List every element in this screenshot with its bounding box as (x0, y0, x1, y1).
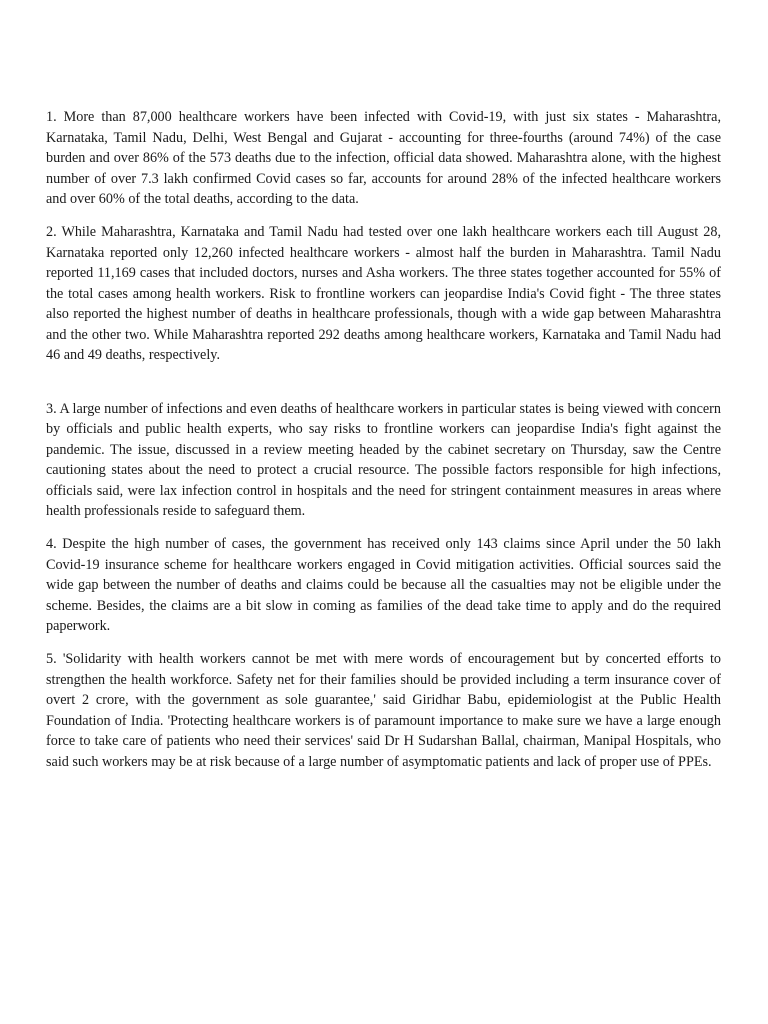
paragraph-1: 1. More than 87,000 healthcare workers have been infected with Covid-19, with just six states - Maharashtra, Karnataka, Tamil Nadu, Delhi, West Bengal and Gujarat - accounting for three-fourths (around 74%) of the case burden and over 86% of the 573 deaths due to the infection, official data showed. Maharashtra alone, with the highest number of over 7.3 lakh confirmed Covid cases so far, accounts for around 28% of the infected healthcare workers and over 60% of the total deaths, according to the data. (46, 109, 721, 207)
paragraph-3: 3. A large number of infections and even deaths of healthcare workers in particular states is being viewed with concern by officials and public health experts, who say risks to frontline workers can jeopardise India's fight against the pandemic. The issue, discussed in a review meeting headed by the cabinet secretary on Thursday, saw the Centre cautioning states about the need to protect a crucial resource. The possible factors responsible for high infections, officials said, were lax infection control in hospitals and the need for stringent containment measures in areas where health professionals reside to safeguard them. (46, 400, 721, 519)
paragraph-4: 4. Despite the high number of cases, the government has received only 143 claims since April under the 50 lakh Covid-19 insurance scheme for healthcare workers engaged in Covid mitigation activities. Official sources said the wide gap between the number of deaths and claims could be because all the casualties may not be eligible under the scheme. Besides, the claims are a bit slow in coming as families of the dead take time to apply and do the required paperwork. (46, 536, 721, 634)
paragraph-5: 5. 'Solidarity with health workers cannot be met with mere words of encouragement but by concerted efforts to strengthen the health workforce. Safety net for their families should be provided including a term insurance cover of overt 2 crore, with the government as sole guarantee,' said Giridhar Babu, epidemiologist at the Public Health Foundation of India. 'Protecting healthcare workers is of paramount importance to make sure we have a large enough force to take care of patients who need their services' said Dr H Sudarshan Ballal, chairman, Manipal Hospitals, who said such workers may be at risk because of a large number of asymptomatic patients and lack of proper use of PPEs. (46, 651, 721, 770)
document-body (46, 107, 721, 785)
paragraph-2: 2. While Maharashtra, Karnataka and Tamil Nadu had tested over one lakh healthcare workers each till August 28, Karnataka reported only 12,260 infected healthcare workers - almost half the burden in Maharashtra. Tamil Nadu reported 11,169 cases that included doctors, nurses and Asha workers. The three states together accounted for 55% of the total cases among health workers. Risk to frontline workers can jeopardise India's Covid fight - The three states also reported the highest number of deaths in healthcare professionals, though with a wide gap between Maharashtra and the other two. While Maharashtra reported 292 deaths among healthcare workers, Karnataka and Tamil Nadu had 46 and 49 deaths, respectively. (46, 224, 721, 363)
